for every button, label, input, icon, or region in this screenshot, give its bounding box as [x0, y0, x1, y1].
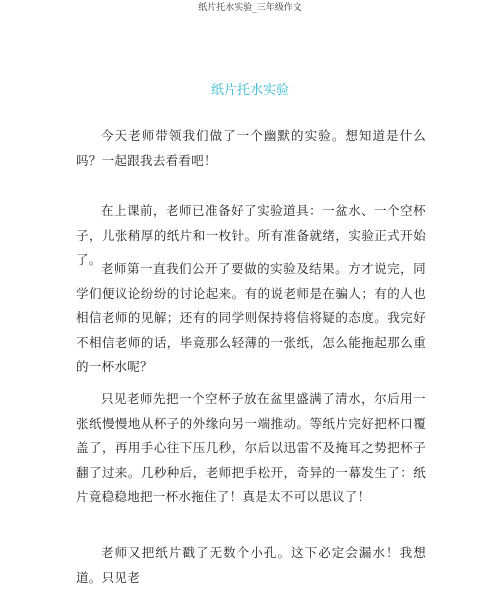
- article-paragraph: 老师又把纸片戳了无数个小孔。这下必定会漏水！我想道。只见老: [76, 545, 426, 585]
- article-title: 纸片托水实验: [210, 83, 289, 98]
- page-header: 纸片托水实验_三年级作文: [198, 3, 302, 13]
- article-paragraph: 在上课前，老师已准备好了实验道具：一盆水、一个空杯子，儿张稍厚的纸片和一枚针。所有准备就绪，实验正式开始了。: [76, 203, 426, 267]
- article-paragraph: 只见老师先把一个空杯子放在盆里盛满了清水，尔后用一张纸慢慢地从杯子的外缘向另一端推动。等纸片完好把杯口覆盖了，再用手心往下压几秒，尔后以迅雷不及掩耳之势把杯子翻了过来。几秒种后，老师把手松开，奇异的一幕发生了：纸片竟稳稳地把一杯水拖住了！真是太不可以思议了！: [76, 391, 426, 504]
- article-paragraph: 老师第一直我们公开了要做的实验及结果。方才说完，同学们便议论纷纷的讨论起来。有的说老师是在骗人；有的人也相信老师的见解；还有的同学则保持将信将疑的态度。我完好不相信老师的话，毕竟那么轻薄的一张纸，怎么能拖起那么重的一杯水呢？: [76, 261, 426, 374]
- article-paragraph: 今天老师带领我们做了一个幽默的实验。想知道是什么吗？一起跟我去看看吧！: [76, 128, 426, 168]
